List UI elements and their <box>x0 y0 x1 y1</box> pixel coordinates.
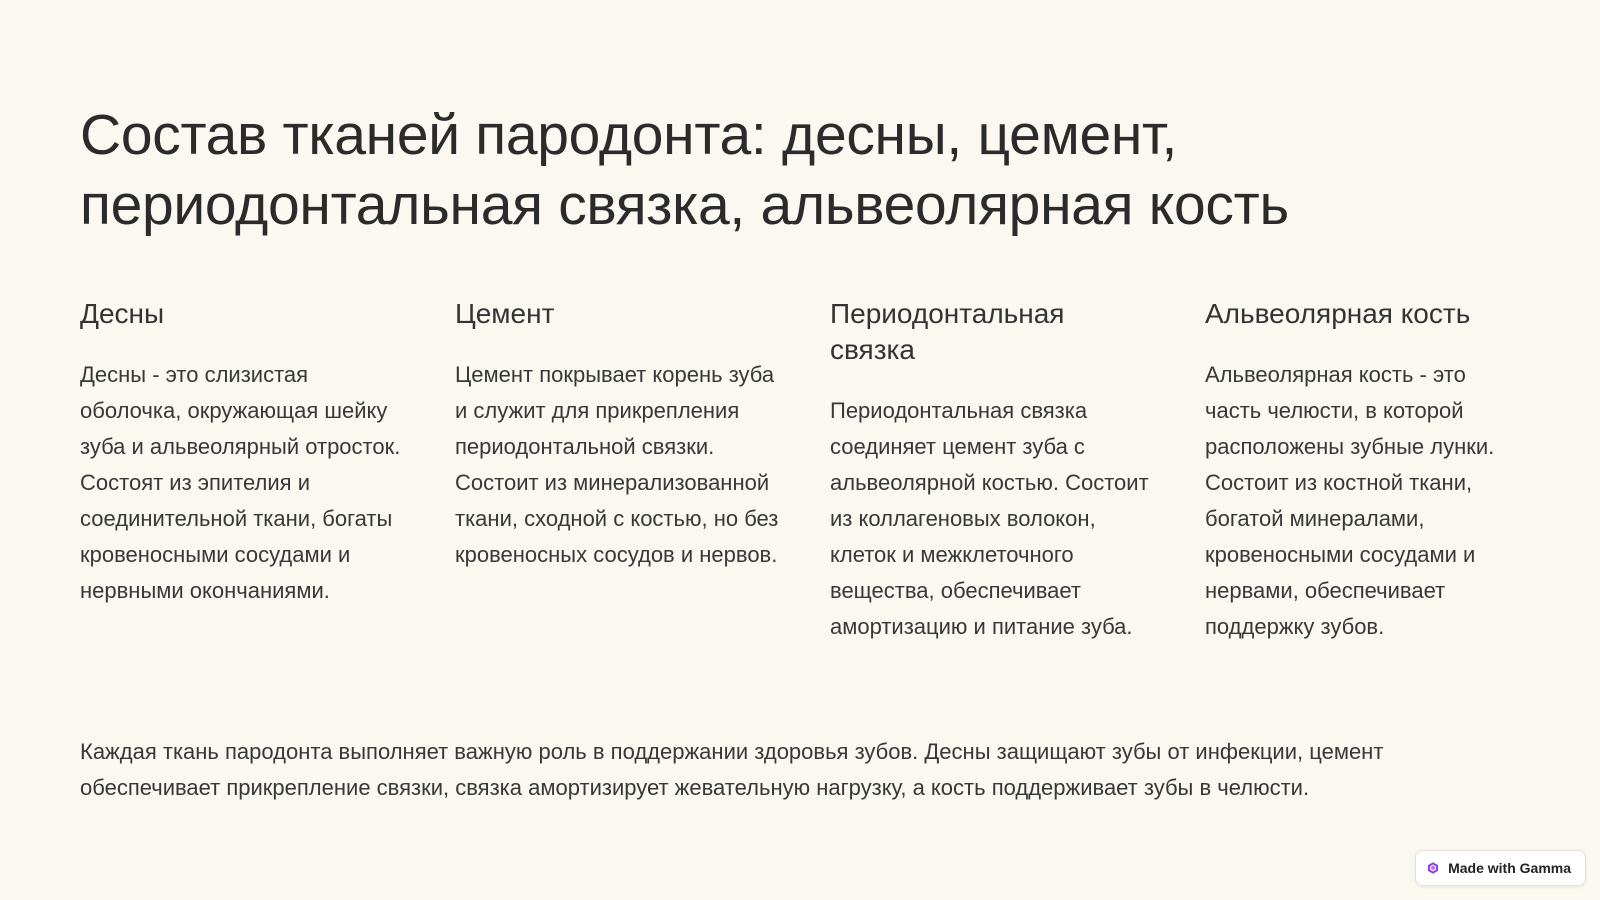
column-text: Цемент покрывает корень зуба и служит для прикрепления периодонтальной связки. Состоит из минерализованной ткани, сходной с костью, но без кровеносных сосудов и нервов. <box>455 362 779 567</box>
summary-text: Каждая ткань пародонта выполняет важную роль в поддержании здоровья зубов. Десны защищают зубы от инфекции, цемент обеспечивает прикрепление связки, связка амортизирует жевательную нагрузку, а кость поддерживает зубы в челюсти. <box>80 739 1384 800</box>
tissue-columns <box>80 296 1540 696</box>
column-text: Альвеолярная кость - это часть челюсти, в которой расположены зубные лунки. Состоит из костной ткани, богатой минералами, кровеносными сосудами и нервами, обеспечивает поддержку зубов. <box>1205 362 1495 639</box>
gamma-logo-icon <box>1426 861 1440 875</box>
slide-title: Состав тканей пародонта: десны, цемент, периодонтальная связка, альвеолярная кость <box>80 103 1289 237</box>
column-text: Периодонтальная связка соединяет цемент зуба с альвеолярной костью. Состоит из коллагеновых волокон, клеток и межклеточного вещества, обеспечивает амортизацию и питание зуба. <box>830 398 1149 639</box>
column-alveolar-bone <box>1205 296 1515 645</box>
column-cement <box>455 296 780 573</box>
column-title: Десны <box>80 298 165 329</box>
column-text: Десны - это слизистая оболочка, окружающая шейку зуба и альвеолярный отросток. Состоят из эпителия и соединительной ткани, богаты кровеносными сосудами и нервными окончаниями. <box>80 362 401 603</box>
column-periodontal-ligament <box>830 296 1155 645</box>
column-gums <box>80 296 405 609</box>
column-title: Цемент <box>455 298 555 329</box>
column-title: Альвеолярная кость <box>1205 298 1471 329</box>
column-title: Периодонтальная связка <box>830 298 1065 365</box>
made-with-gamma-badge[interactable] <box>1415 850 1586 886</box>
badge-label: Made with Gamma <box>1448 860 1571 876</box>
